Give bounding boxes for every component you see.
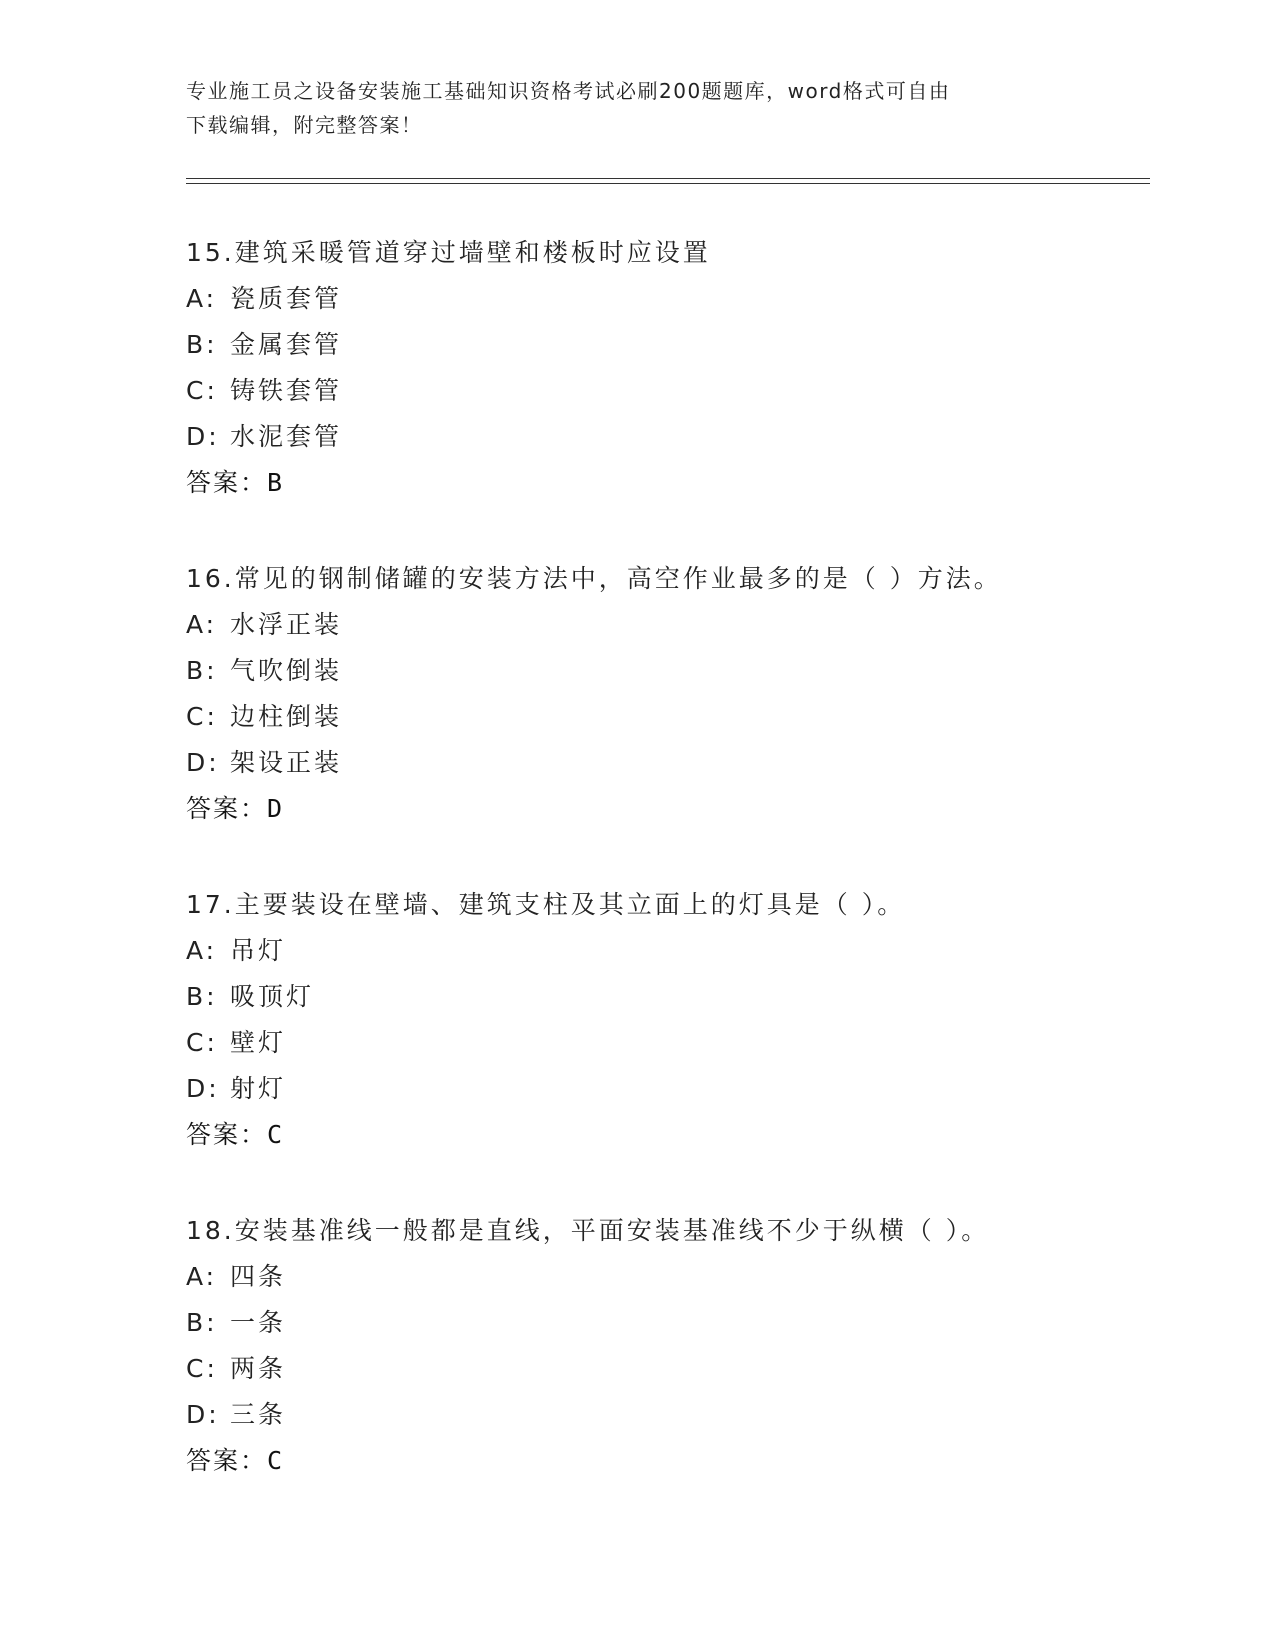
option-label: A:: [186, 610, 218, 639]
option-text: 三条: [230, 1400, 287, 1429]
option-d: [186, 1392, 1146, 1438]
document-header: [186, 74, 1066, 142]
answer-label: 答案：: [186, 468, 268, 497]
answer-value: B: [267, 468, 285, 497]
answer-line: [186, 1112, 1146, 1158]
option-b: [186, 1300, 1146, 1346]
option-label: C:: [186, 376, 218, 405]
answer-label: 答案：: [186, 794, 268, 823]
option-d: [186, 740, 1146, 786]
option-b: [186, 322, 1146, 368]
option-d: [186, 414, 1146, 460]
option-label: B:: [186, 982, 218, 1011]
option-text: 壁灯: [230, 1028, 287, 1057]
option-label: A:: [186, 936, 218, 965]
question-list: [186, 230, 1146, 1534]
option-text: 气吹倒装: [230, 656, 343, 685]
option-label: D:: [186, 1074, 220, 1103]
header-divider-top: [186, 178, 1150, 179]
option-b: [186, 648, 1146, 694]
option-label: C:: [186, 1354, 218, 1383]
option-label: D:: [186, 1400, 220, 1429]
option-text: 一条: [230, 1308, 287, 1337]
header-title-line-2: 下载编辑，附完整答案！: [186, 113, 423, 137]
option-d: [186, 1066, 1146, 1112]
option-text: 四条: [230, 1262, 287, 1291]
question-item: [186, 1208, 1146, 1484]
option-text: 吸顶灯: [230, 982, 315, 1011]
option-text: 金属套管: [230, 330, 343, 359]
answer-value: C: [267, 1446, 285, 1475]
question-item: [186, 230, 1146, 506]
option-label: C:: [186, 702, 218, 731]
header-divider-bottom: [186, 183, 1150, 184]
answer-line: [186, 460, 1146, 506]
option-text: 架设正装: [230, 748, 343, 777]
option-label: D:: [186, 422, 220, 451]
question-stem: [186, 882, 1146, 928]
option-a: [186, 276, 1146, 322]
question-number: 15.: [186, 238, 235, 267]
question-stem: [186, 1208, 1146, 1254]
answer-value: C: [267, 1120, 285, 1149]
option-label: C:: [186, 1028, 218, 1057]
question-text: 安装基准线一般都是直线，平面安装基准线不少于纵横（ ）。: [234, 1216, 990, 1245]
question-number: 16.: [186, 564, 235, 593]
question-text: 常见的钢制储罐的安装方法中，高空作业最多的是（ ）方法。: [234, 564, 1002, 593]
option-label: B:: [186, 656, 218, 685]
question-number: 18.: [186, 1216, 235, 1245]
option-text: 边柱倒装: [230, 702, 343, 731]
answer-value: D: [267, 794, 285, 823]
option-c: [186, 368, 1146, 414]
option-a: [186, 602, 1146, 648]
option-label: B:: [186, 330, 218, 359]
header-title-line-1: 专业施工员之设备安装施工基础知识资格考试必刷200题题库，word格式可自由: [186, 79, 951, 103]
option-c: [186, 694, 1146, 740]
option-text: 瓷质套管: [230, 284, 343, 313]
option-text: 水泥套管: [230, 422, 343, 451]
question-stem: [186, 556, 1146, 602]
option-label: B:: [186, 1308, 218, 1337]
option-label: A:: [186, 284, 218, 313]
option-text: 铸铁套管: [230, 376, 343, 405]
answer-line: [186, 1438, 1146, 1484]
question-item: [186, 556, 1146, 832]
option-label: A:: [186, 1262, 218, 1291]
question-text: 主要装设在壁墙、建筑支柱及其立面上的灯具是（ ）。: [234, 890, 906, 919]
question-text: 建筑采暖管道穿过墙壁和楼板时应设置: [234, 238, 711, 267]
question-item: [186, 882, 1146, 1158]
option-c: [186, 1346, 1146, 1392]
option-text: 两条: [230, 1354, 287, 1383]
question-number: 17.: [186, 890, 235, 919]
answer-label: 答案：: [186, 1446, 268, 1475]
question-stem: [186, 230, 1146, 276]
answer-line: [186, 786, 1146, 832]
option-b: [186, 974, 1146, 1020]
answer-label: 答案：: [186, 1120, 268, 1149]
option-a: [186, 1254, 1146, 1300]
option-label: D:: [186, 748, 220, 777]
option-text: 射灯: [230, 1074, 287, 1103]
option-text: 吊灯: [230, 936, 287, 965]
option-text: 水浮正装: [230, 610, 343, 639]
option-c: [186, 1020, 1146, 1066]
option-a: [186, 928, 1146, 974]
